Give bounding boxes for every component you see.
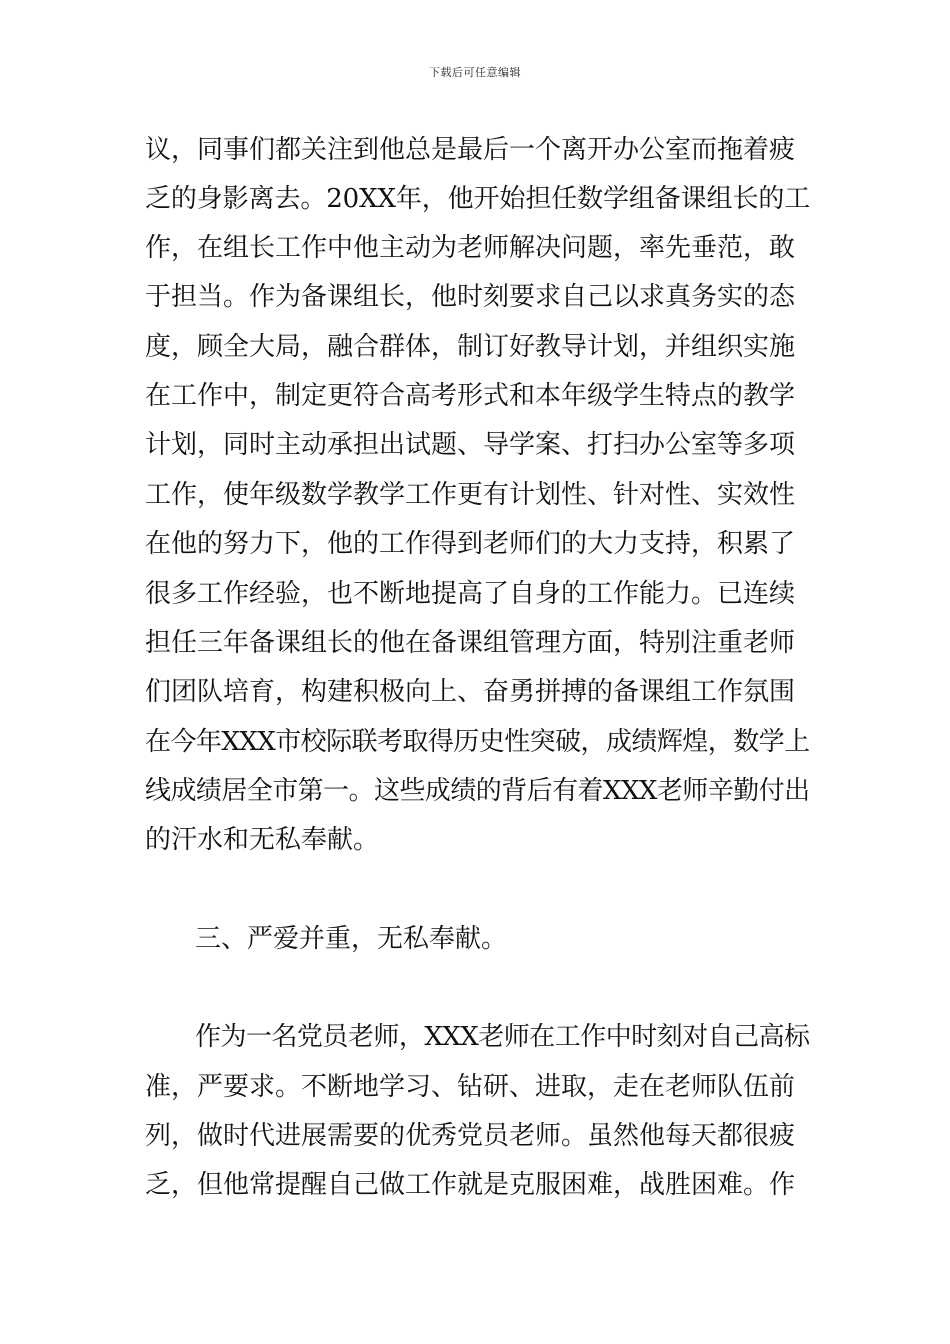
body-line: 担任三年备课组长的他在备课组管理方面，特别注重老师 [145, 628, 796, 658]
body-line: 在他的努力下，他的工作得到老师们的大力支持，积累了 [145, 529, 796, 559]
body-line: 计划，同时主动承担出试题、导学案、打扫办公室等多项 [145, 430, 796, 460]
body-line: 乏的身影离去。20XX年，他开始担任数学组备课组长的工 [145, 184, 810, 214]
body-line: 列，做时代进展需要的优秀党员老师。虽然他每天都很疲 [145, 1121, 796, 1151]
body-line: 很多工作经验，也不断地提高了自身的工作能力。已连续 [145, 579, 796, 609]
section-heading: 三、严爱并重，无私奉献。 [195, 924, 508, 954]
body-line: 的汗水和无私奉献。 [145, 825, 380, 855]
body-line: 作，在组长工作中他主动为老师解决问题，率先垂范，敢 [145, 233, 796, 263]
body-line: 于担当。作为备课组长，他时刻要求自己以求真务实的态 [145, 282, 796, 312]
body-line: 在今年XXX市校际联考取得历史性突破，成绩辉煌，数学上 [145, 727, 810, 757]
page-header: 下载后可任意编辑 [429, 66, 521, 79]
body-line: 准，严要求。不断地学习、钻研、进取，走在老师队伍前 [145, 1072, 796, 1102]
body-line: 线成绩居全市第一。这些成绩的背后有着XXX老师辛勤付出 [145, 776, 810, 806]
body-line: 们团队培育，构建积极向上、奋勇拼搏的备课组工作氛围 [145, 677, 796, 707]
body-line: 度，顾全大局，融合群体，制订好教导计划，并组织实施 [145, 332, 796, 362]
body-line: 乏，但他常提醒自己做工作就是克服困难，战胜困难。作 [145, 1170, 796, 1200]
body-line: 在工作中，制定更符合高考形式和本年级学生特点的教学 [145, 381, 796, 411]
body-line: 议，同事们都关注到他总是最后一个离开办公室而拖着疲 [145, 135, 796, 165]
body-line: 作为一名党员老师，XXX老师在工作中时刻对自己高标 [195, 1022, 810, 1052]
body-line: 工作，使年级数学教学工作更有计划性、针对性、实效性 [145, 480, 796, 510]
